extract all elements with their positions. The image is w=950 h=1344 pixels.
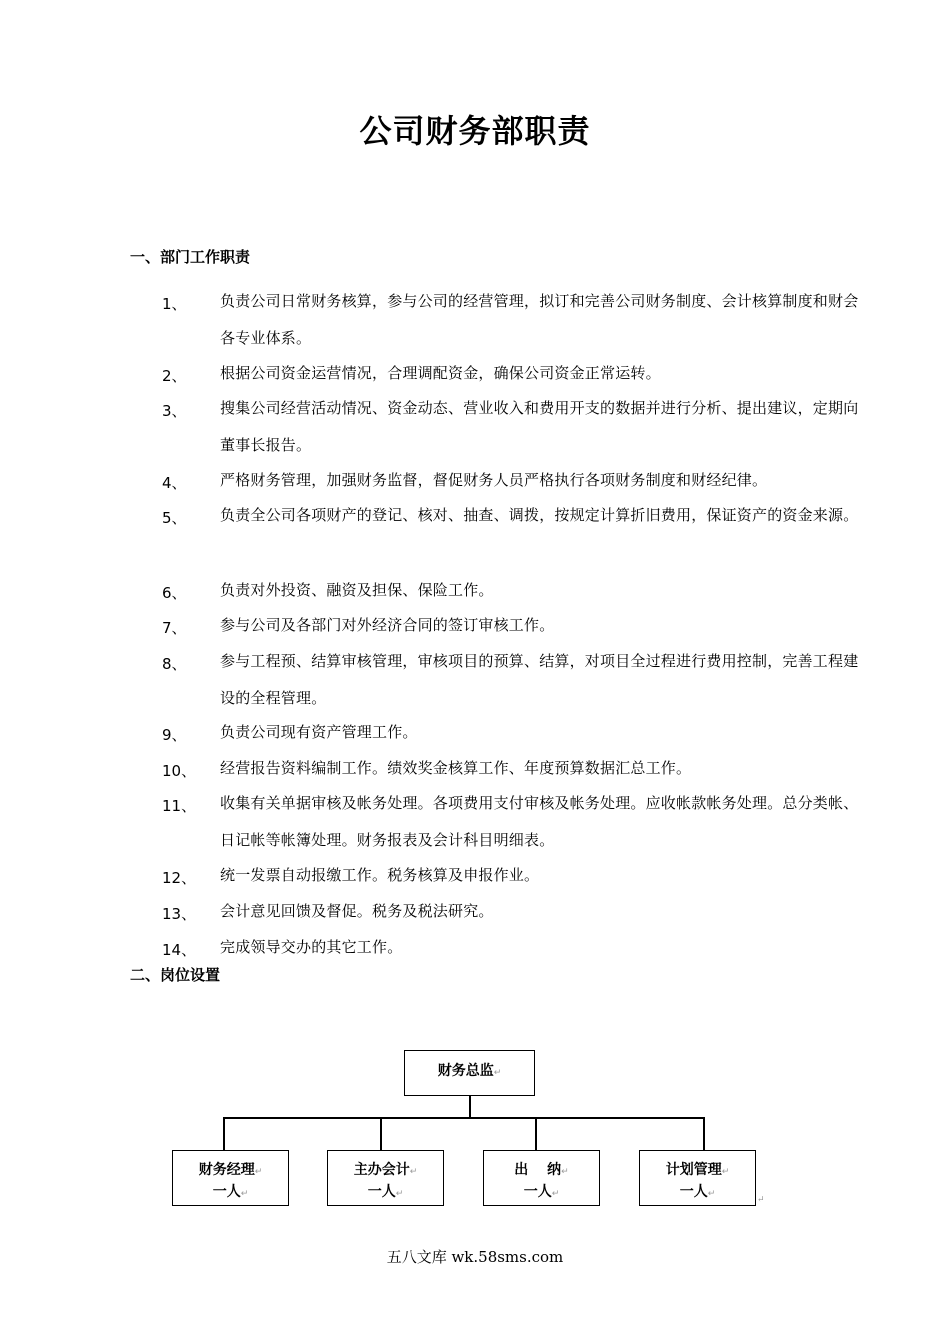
duty-number: 13、 [162, 905, 197, 923]
duty-text: 统一发票自动报缴工作。税务核算及申报作业。 [220, 866, 540, 884]
duty-text: 负责公司现有资产管理工作。 [220, 723, 418, 741]
connector-drop-1 [223, 1117, 225, 1150]
footer-watermark: 五八文库 wk.58sms.com [386, 1248, 564, 1266]
org-box-position-3 [483, 1150, 600, 1206]
duty-text: 负责公司日常财务核算，参与公司的经营管理，拟订和完善公司财务制度、会计核算制度和财会各专业体系。 [220, 292, 859, 347]
duty-number: 12、 [162, 869, 197, 887]
position-title: 主办会计 [353, 1162, 410, 1178]
position-count: 一人 [679, 1184, 708, 1200]
paragraph-mark: ↵ [254, 1167, 263, 1177]
position-count: 一人 [523, 1184, 552, 1200]
duty-number: 4、 [162, 474, 187, 492]
duty-number: 10、 [162, 762, 197, 780]
paragraph-mark: ↵ [409, 1167, 418, 1177]
position-count: 一人 [212, 1184, 241, 1200]
duty-number: 2、 [162, 367, 187, 385]
duty-text: 负责对外投资、融资及担保、保险工作。 [220, 581, 494, 599]
section-heading-duties: 一、部门工作职责 [130, 248, 251, 266]
duty-text: 会计意见回馈及督促。税务及税法研究。 [220, 902, 494, 920]
duty-text: 根据公司资金运营情况，合理调配资金，确保公司资金正常运转。 [220, 364, 661, 382]
section-heading-positions: 二、岗位设置 [130, 966, 221, 984]
paragraph-mark: ↵ [757, 1195, 765, 1205]
paragraph-mark: ↵ [395, 1189, 404, 1199]
duty-number: 11、 [162, 797, 197, 815]
page-title: 公司财务部职责 [359, 112, 591, 150]
paragraph-mark: ↵ [561, 1167, 569, 1177]
duty-text: 参与公司及各部门对外经济合同的签订审核工作。 [220, 616, 555, 634]
duty-number: 1、 [162, 295, 187, 313]
connector-vertical-top [469, 1095, 471, 1118]
connector-horizontal [223, 1117, 705, 1119]
paragraph-mark: ↵ [721, 1167, 730, 1177]
position-count: 一人 [367, 1184, 396, 1200]
duty-number: 3、 [162, 402, 187, 420]
duty-number: 7、 [162, 619, 187, 637]
duty-number: 14、 [162, 941, 197, 959]
position-title: 计划管理 [665, 1162, 722, 1178]
position-title: 财务经理 [198, 1162, 255, 1178]
duty-text: 严格财务管理，加强财务监督，督促财务人员严格执行各项财务制度和财经纪律。 [220, 471, 768, 489]
paragraph-mark: ↵ [707, 1189, 716, 1199]
org-box-top [404, 1050, 535, 1096]
connector-drop-3 [535, 1117, 537, 1150]
duty-number: 5、 [162, 509, 187, 527]
org-top-label: 财务总监 [437, 1063, 494, 1079]
connector-drop-2 [380, 1117, 382, 1150]
paragraph-mark: ↵ [240, 1189, 249, 1199]
duty-number: 8、 [162, 655, 187, 673]
org-box-position-4 [639, 1150, 756, 1206]
paragraph-mark: ↵ [551, 1189, 560, 1199]
org-box-position-2 [327, 1150, 444, 1206]
duty-number: 9、 [162, 726, 187, 744]
duty-text: 搜集公司经营活动情况、资金动态、营业收入和费用开支的数据并进行分析、提出建议，定期向董事长报告。 [220, 399, 859, 454]
duty-text: 收集有关单据审核及帐务处理。各项费用支付审核及帐务处理。应收帐款帐务处理。总分类帐、日记帐等帐簿处理。财务报表及会计科目明细表。 [220, 794, 859, 849]
duty-text: 完成领导交办的其它工作。 [220, 938, 403, 956]
connector-drop-4 [703, 1117, 705, 1150]
org-box-position-1 [172, 1150, 289, 1206]
paragraph-mark: ↵ [493, 1068, 502, 1078]
duty-number: 6、 [162, 584, 187, 602]
duty-text: 负责全公司各项财产的登记、核对、抽查、调拨，按规定计算折旧费用，保证资产的资金来源。 [220, 506, 859, 524]
position-title: 出 纳 [514, 1162, 562, 1178]
duty-text: 经营报告资料编制工作。绩效奖金核算工作、年度预算数据汇总工作。 [220, 759, 692, 777]
duty-text: 参与工程预、结算审核管理，审核项目的预算、结算，对项目全过程进行费用控制，完善工程建设的全程管理。 [220, 652, 859, 707]
